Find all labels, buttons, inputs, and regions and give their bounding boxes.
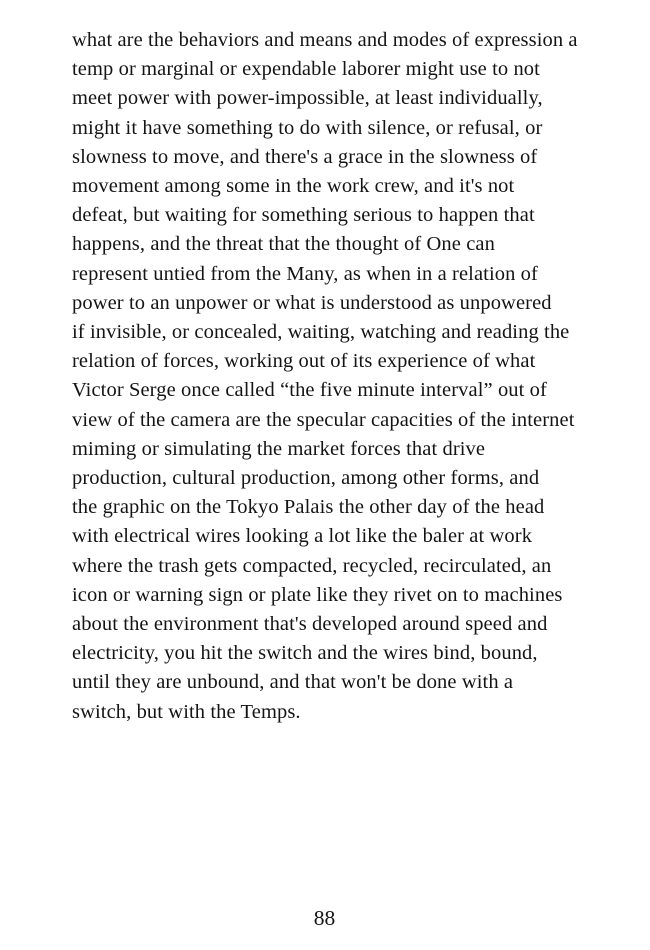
- text-line: defeat, but waiting for something serious to happen that: [72, 204, 535, 227]
- text-line: slowness to move, and there's a grace in the slowness of: [72, 145, 538, 168]
- text-line: temp or marginal or expendable laborer might use to not: [72, 58, 540, 81]
- text-line: movement among some in the work crew, and it's not: [72, 175, 515, 198]
- text-line: happens, and the threat that the thought of One can: [72, 233, 495, 256]
- text-line: view of the camera are the specular capacities of the internet: [72, 408, 575, 431]
- text-line: about the environment that's developed around speed and: [72, 613, 548, 636]
- text-line: with electrical wires looking a lot like the baler at work: [72, 525, 533, 548]
- text-line: relation of forces, working out of its experience of what: [72, 350, 536, 373]
- page-number: 88: [313, 906, 336, 930]
- text-line: production, cultural production, among other forms, and: [72, 467, 540, 490]
- text-line: until they are unbound, and that won't be done with a: [72, 671, 514, 694]
- text-line: switch, but with the Temps.: [72, 700, 301, 723]
- body-text: [72, 26, 577, 727]
- text-line: power to an unpower or what is understood as unpowered: [72, 291, 552, 314]
- text-line: if invisible, or concealed, waiting, watching and reading the: [72, 321, 570, 344]
- text-line: represent untied from the Many, as when in a relation of: [72, 262, 538, 285]
- text-line: electricity, you hit the switch and the wires bind, bound,: [72, 642, 538, 665]
- text-line: meet power with power-impossible, at least individually,: [72, 87, 543, 110]
- text-line: what are the behaviors and means and modes of expression a: [72, 29, 578, 51]
- text-line: miming or simulating the market forces that drive: [72, 437, 486, 460]
- text-line: the graphic on the Tokyo Palais the other day of the head: [72, 496, 545, 519]
- text-line: might it have something to do with silence, or refusal, or: [72, 116, 543, 139]
- text-line: Victor Serge once called “the five minute interval” out of: [72, 379, 547, 402]
- text-line: where the trash gets compacted, recycled, recirculated, an: [72, 554, 552, 577]
- text-line: icon or warning sign or plate like they rivet on to machines: [72, 583, 563, 606]
